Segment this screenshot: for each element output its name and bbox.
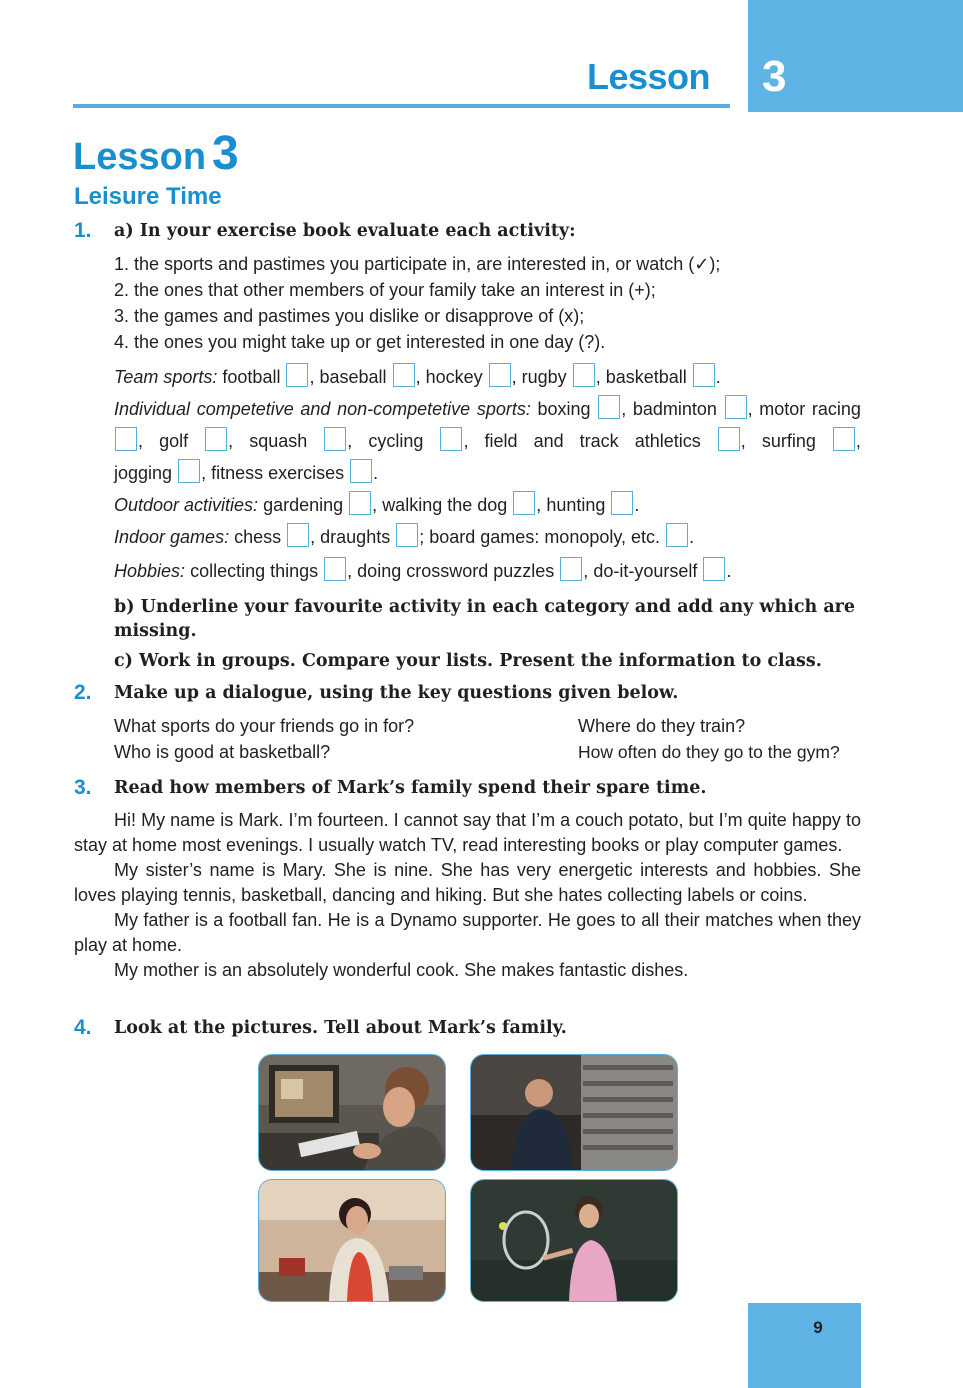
answer-box[interactable] xyxy=(611,491,633,515)
activity: badminton xyxy=(632,399,717,419)
activity: doing crossword puzzles xyxy=(357,561,555,581)
ex2-question: How often do they go to the gym? xyxy=(578,742,840,762)
team-sports-line: Team sports: football , baseball , hockey , rugby , basketball . xyxy=(114,363,874,390)
answer-box[interactable] xyxy=(573,363,595,387)
answer-box[interactable] xyxy=(287,523,309,547)
ex1-instruction-a: a) In your exercise book evaluate each activity: xyxy=(114,221,576,241)
answer-box[interactable] xyxy=(489,363,511,387)
answer-box[interactable] xyxy=(703,557,725,581)
answer-box[interactable] xyxy=(396,523,418,547)
indoor-line: Indoor games: chess , draughts ; board games: monopoly, etc. . xyxy=(114,523,861,550)
answer-box[interactable] xyxy=(598,395,620,419)
ex1-item: 1. the sports and pastimes you participate in, are interested in, or watch (✓); xyxy=(114,254,721,274)
outdoor-line: Outdoor activities: gardening , walking the dog , hunting . xyxy=(114,491,861,518)
ex3-instruction: Read how members of Mark’s family spend their spare time. xyxy=(114,778,707,798)
ex1-number: 1. xyxy=(74,219,92,242)
activity: chess xyxy=(234,527,282,547)
activity: golf xyxy=(159,431,189,451)
individual-sports-line-1: Individual competetive and non-competetive sports: boxing , badminton , motor racing xyxy=(114,395,861,422)
category-label: Outdoor activities: xyxy=(114,495,259,515)
activity: field and track athletics xyxy=(484,431,701,451)
activity: collecting things xyxy=(190,561,319,581)
ex3-number: 3. xyxy=(74,776,92,799)
answer-box[interactable] xyxy=(725,395,747,419)
answer-box[interactable] xyxy=(115,427,137,451)
header-lesson-number: 3 xyxy=(762,52,787,101)
ex1-item: 4. the ones you might take up or get interested in one day (?). xyxy=(114,332,606,352)
answer-box[interactable] xyxy=(513,491,535,515)
reading-paragraph: Hi! My name is Mark. I’m fourteen. I cannot say that I’m a couch potato, but I’m quite happy to stay at home most evenings. I usually watch TV, read interesting books or play computer games. xyxy=(74,810,861,855)
activity: baseball xyxy=(319,367,387,387)
activity: fitness exercises xyxy=(211,463,345,483)
activity: do-it-yourself xyxy=(593,561,698,581)
ex2-question: Where do they train? xyxy=(578,716,746,736)
photo-girl-tennis xyxy=(470,1179,678,1302)
page-number-box xyxy=(748,1303,861,1388)
category-label: Indoor games: xyxy=(114,527,230,547)
ex4-instruction: Look at the pictures. Tell about Mark’s family. xyxy=(114,1018,567,1038)
photo-football-fan xyxy=(470,1054,678,1171)
activity: cycling xyxy=(368,431,424,451)
answer-box[interactable] xyxy=(324,427,346,451)
activity: squash xyxy=(249,431,308,451)
activity: motor racing xyxy=(759,399,861,419)
activity: hunting xyxy=(546,495,606,515)
activity: walking the dog xyxy=(382,495,508,515)
answer-box[interactable] xyxy=(286,363,308,387)
activity: gardening xyxy=(263,495,344,515)
ex2-instruction: Make up a dialogue, using the key questions given below. xyxy=(114,683,679,703)
category-label: Team sports: xyxy=(114,367,218,387)
individual-sports-line-3: jogging , fitness exercises . xyxy=(114,459,861,486)
activity: football xyxy=(222,367,281,387)
answer-box[interactable] xyxy=(350,459,372,483)
activity: hockey xyxy=(425,367,483,387)
lesson-title-number: 3 xyxy=(212,127,239,180)
reading-paragraph: My mother is an absolutely wonderful cook. She makes fantastic dishes. xyxy=(114,960,689,980)
ex1-item: 3. the games and pastimes you dislike or disapprove of (x); xyxy=(114,306,585,326)
ex4-number: 4. xyxy=(74,1016,92,1039)
lesson-title xyxy=(73,126,239,181)
answer-box[interactable] xyxy=(349,491,371,515)
ex2-question: What sports do your friends go in for? xyxy=(114,716,415,736)
ex1-item-list xyxy=(114,251,720,355)
activity: surfing xyxy=(761,431,816,451)
answer-box[interactable] xyxy=(718,427,740,451)
hobbies-line: Hobbies: collecting things , doing crossword puzzles , do-it-yourself . xyxy=(114,557,861,584)
ex1-instruction-b: b) Underline your favourite activity in each category and add any which are missing. xyxy=(114,597,856,641)
header-lesson-word: Lesson xyxy=(586,56,710,97)
activity: rugby xyxy=(521,367,567,387)
lesson-title-word: Lesson xyxy=(73,136,207,178)
answer-box[interactable] xyxy=(440,427,462,451)
answer-box[interactable] xyxy=(666,523,688,547)
activity: jogging xyxy=(114,463,173,483)
ex2-question: Who is good at basketball? xyxy=(114,742,331,762)
activity: boxing xyxy=(537,399,591,419)
individual-sports-line-2: , golf , squash , cycling , field and track athletics , surfing , xyxy=(114,427,861,454)
reading-paragraph: My father is a football fan. He is a Dynamo supporter. He goes to all their matches when they play at home. xyxy=(74,910,861,955)
answer-box[interactable] xyxy=(560,557,582,581)
ex1-instruction-c: c) Work in groups. Compare your lists. Present the information to class. xyxy=(114,651,822,671)
answer-box[interactable] xyxy=(178,459,200,483)
lesson-subtitle: Leisure Time xyxy=(74,183,222,210)
ex2-number: 2. xyxy=(74,681,92,704)
answer-box[interactable] xyxy=(205,427,227,451)
activity: basketball xyxy=(605,367,687,387)
header-rule xyxy=(73,104,730,108)
photo-boy-computer xyxy=(258,1054,446,1171)
reading-paragraph: My sister’s name is Mary. She is nine. She has very energetic interests and hobbies. She loves playing tennis, basketball, dancing and hiking. But she hates collecting labels or coins. xyxy=(74,860,861,905)
activity: board games: monopoly, etc. xyxy=(429,527,661,547)
page-number: 9 xyxy=(813,1318,823,1337)
reading-text xyxy=(74,808,861,983)
category-label: Hobbies: xyxy=(114,561,186,581)
answer-box[interactable] xyxy=(393,363,415,387)
answer-box[interactable] xyxy=(693,363,715,387)
answer-box[interactable] xyxy=(324,557,346,581)
ex1-item: 2. the ones that other members of your family take an interest in (+); xyxy=(114,280,656,300)
photo-mother-cooking xyxy=(258,1179,446,1302)
answer-box[interactable] xyxy=(833,427,855,451)
activity: draughts xyxy=(320,527,391,547)
category-label: Individual competetive and non-competetive sports: xyxy=(114,399,531,419)
